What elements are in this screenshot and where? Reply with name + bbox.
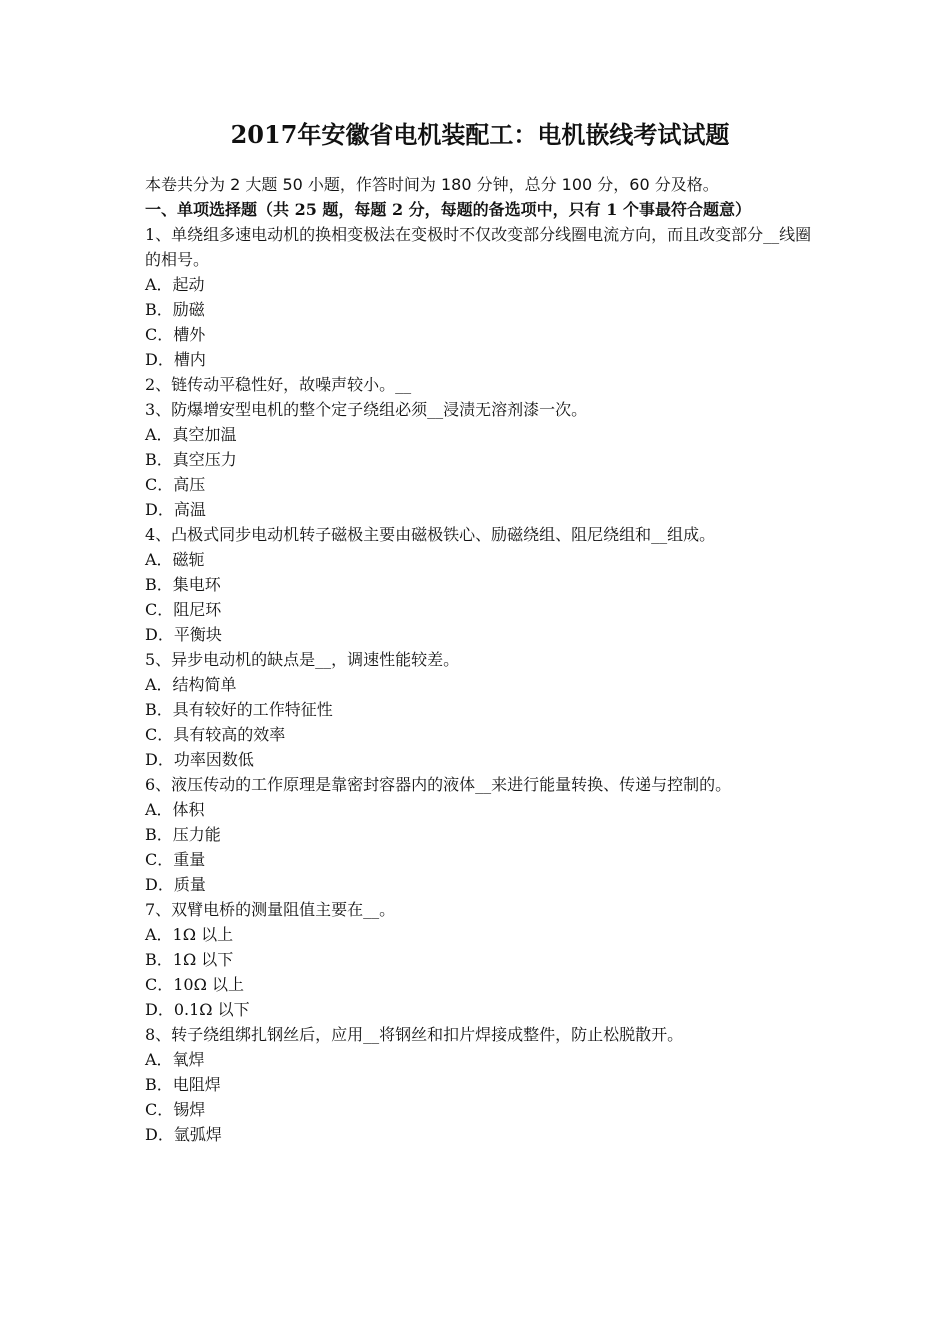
option-a: A．真空加温 bbox=[145, 425, 237, 444]
option-b: B．电阻焊 bbox=[145, 1075, 221, 1094]
option-c: C．阻尼环 bbox=[145, 600, 222, 619]
option-c: C．具有较高的效率 bbox=[145, 725, 286, 744]
question-8 bbox=[145, 1022, 815, 1147]
option-d: D．功率因数低 bbox=[145, 750, 254, 769]
option-b: B．压力能 bbox=[145, 825, 221, 844]
section-heading: 一、单项选择题（共 25 题，每题 2 分，每题的备选项中，只有 1 个事最符合题意） bbox=[145, 200, 751, 219]
option-a: A．氧焊 bbox=[145, 1050, 205, 1069]
option-c: C．10Ω 以上 bbox=[145, 975, 244, 994]
question-5 bbox=[145, 647, 815, 772]
option-d: D．槽内 bbox=[145, 350, 206, 369]
question-stem: 3、防爆增安型电机的整个定子绕组必须__浸渍无溶剂漆一次。 bbox=[145, 400, 588, 419]
option-d: D．质量 bbox=[145, 875, 206, 894]
option-d: D．氩弧焊 bbox=[145, 1125, 222, 1144]
question-stem: 6、液压传动的工作原理是靠密封容器内的液体__来进行能量转换、传递与控制的。 bbox=[145, 775, 732, 794]
question-stem: 7、双臂电桥的测量阻值主要在__。 bbox=[145, 900, 396, 919]
question-7 bbox=[145, 897, 815, 1022]
option-b: B．集电环 bbox=[145, 575, 221, 594]
option-b: B．真空压力 bbox=[145, 450, 237, 469]
option-b: B．1Ω 以下 bbox=[145, 950, 234, 969]
document-page bbox=[145, 118, 815, 1147]
question-stem: 8、转子绕组绑扎钢丝后，应用__将钢丝和扣片焊接成整件，防止松脱散开。 bbox=[145, 1025, 684, 1044]
option-a: A．起动 bbox=[145, 275, 205, 294]
option-b: B．具有较好的工作特征性 bbox=[145, 700, 333, 719]
question-stem: 5、异步电动机的缺点是__，调速性能较差。 bbox=[145, 650, 460, 669]
option-d: D．高温 bbox=[145, 500, 206, 519]
document-title: 2017年安徽省电机装配工：电机嵌线考试试题 bbox=[230, 120, 730, 149]
option-c: C．槽外 bbox=[145, 325, 206, 344]
option-c: C．重量 bbox=[145, 850, 206, 869]
question-stem: 1、单绕组多速电动机的换相变极法在变极时不仅改变部分线圈电流方向，而且改变部分__线圈的相号。 bbox=[145, 225, 812, 269]
question-1 bbox=[145, 222, 815, 372]
question-list bbox=[145, 222, 815, 1147]
option-d: D．平衡块 bbox=[145, 625, 222, 644]
question-2 bbox=[145, 372, 815, 397]
question-3 bbox=[145, 397, 815, 522]
option-c: C．高压 bbox=[145, 475, 206, 494]
option-c: C．锡焊 bbox=[145, 1100, 206, 1119]
exam-intro: 本卷共分为 2 大题 50 小题，作答时间为 180 分钟，总分 100 分，60 分及格。 bbox=[145, 175, 719, 194]
option-d: D．0.1Ω 以下 bbox=[145, 1000, 250, 1019]
option-a: A．磁轭 bbox=[145, 550, 205, 569]
question-6 bbox=[145, 772, 815, 897]
option-b: B．励磁 bbox=[145, 300, 205, 319]
option-a: A．1Ω 以上 bbox=[145, 925, 234, 944]
option-a: A．结构简单 bbox=[145, 675, 237, 694]
question-stem: 2、链传动平稳性好，故噪声较小。__ bbox=[145, 375, 412, 394]
question-stem: 4、凸极式同步电动机转子磁极主要由磁极铁心、励磁绕组、阻尼绕组和__组成。 bbox=[145, 525, 716, 544]
option-a: A．体积 bbox=[145, 800, 205, 819]
question-4 bbox=[145, 522, 815, 647]
